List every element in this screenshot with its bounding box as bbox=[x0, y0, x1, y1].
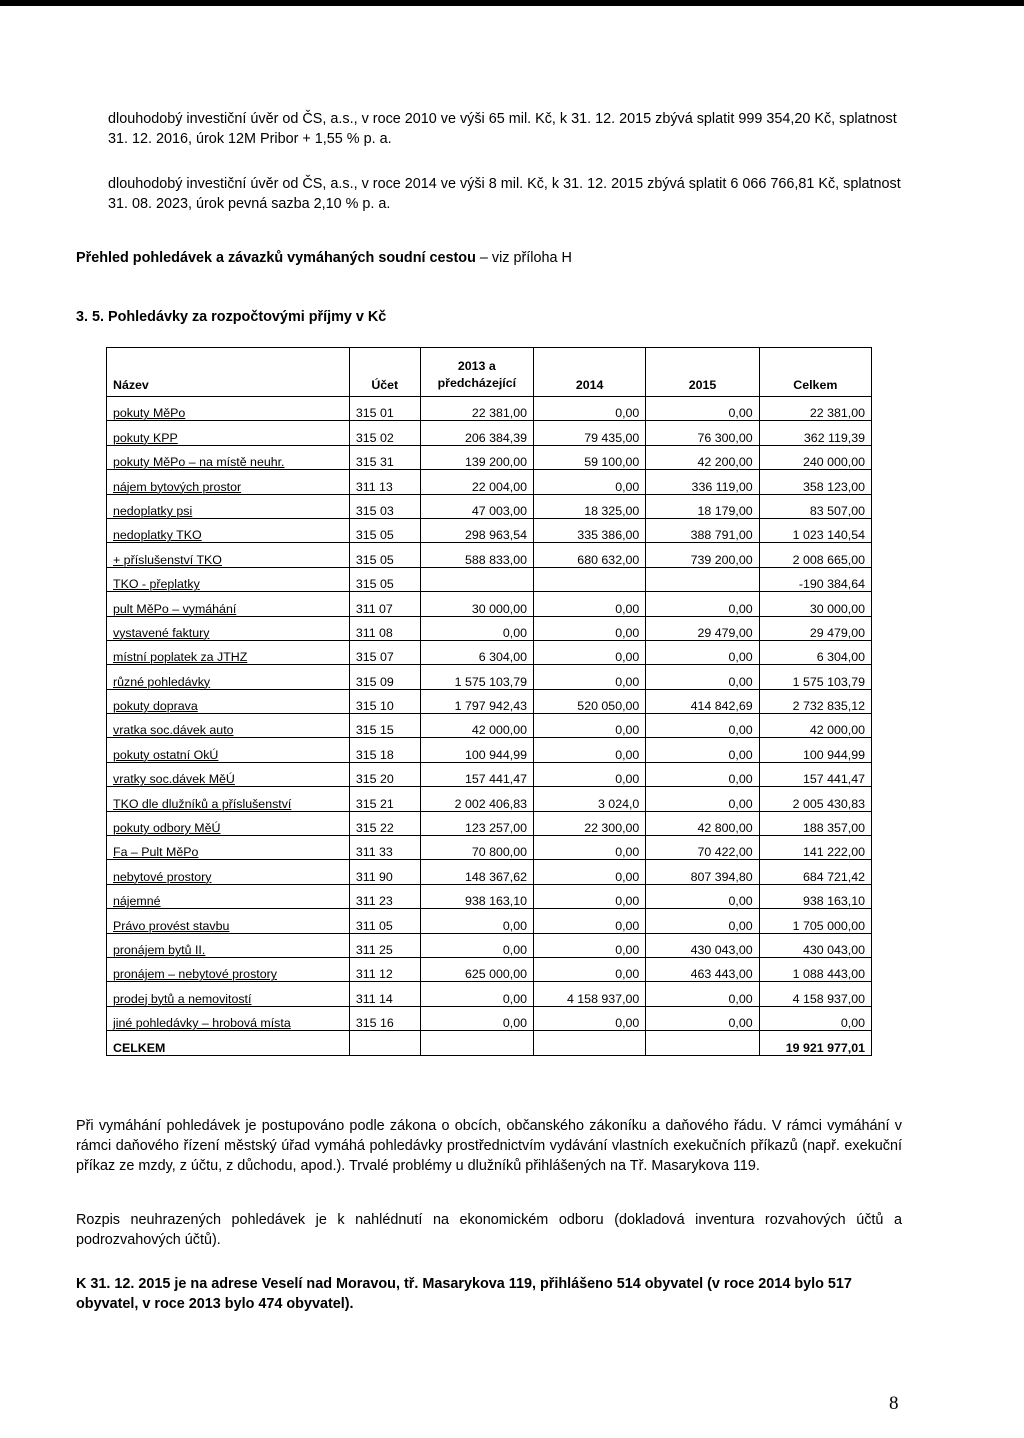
table-row bbox=[107, 714, 872, 738]
cell-total: 141 222,00 bbox=[759, 836, 871, 860]
cell-account: 315 21 bbox=[349, 787, 420, 811]
cell-2013: 938 163,10 bbox=[420, 884, 533, 908]
cell-name: pokuty doprava bbox=[107, 689, 350, 713]
cell-name: pronájem – nebytové prostory bbox=[107, 957, 350, 981]
cell-total: 358 123,00 bbox=[759, 470, 871, 494]
cell-account: 311 05 bbox=[349, 909, 420, 933]
cell-2015: 807 394,80 bbox=[646, 860, 759, 884]
table-row bbox=[107, 397, 872, 421]
cell-name: pokuty KPP bbox=[107, 421, 350, 445]
cell-2015: 0,00 bbox=[646, 787, 759, 811]
cell-2014: 0,00 bbox=[534, 640, 646, 664]
cell-2015: 0,00 bbox=[646, 1006, 759, 1030]
cell-total: 2 008 665,00 bbox=[759, 543, 871, 567]
cell-total: 83 507,00 bbox=[759, 494, 871, 518]
col-header-total: Celkem bbox=[759, 348, 871, 397]
table-row bbox=[107, 860, 872, 884]
total-empty-cell bbox=[349, 1031, 420, 1055]
table-row bbox=[107, 518, 872, 542]
table-row bbox=[107, 787, 872, 811]
cell-account: 315 22 bbox=[349, 811, 420, 835]
cell-2015: 0,00 bbox=[646, 762, 759, 786]
table-row bbox=[107, 665, 872, 689]
cell-2013: 100 944,99 bbox=[420, 738, 533, 762]
cell-2013: 22 381,00 bbox=[420, 397, 533, 421]
cell-2014 bbox=[534, 567, 646, 591]
cell-name: vratky soc.dávek MěÚ bbox=[107, 762, 350, 786]
cell-2013: 206 384,39 bbox=[420, 421, 533, 445]
cell-2014: 22 300,00 bbox=[534, 811, 646, 835]
cell-2015: 414 842,69 bbox=[646, 689, 759, 713]
cell-account: 315 02 bbox=[349, 421, 420, 445]
cell-2014: 0,00 bbox=[534, 665, 646, 689]
cell-total: 188 357,00 bbox=[759, 811, 871, 835]
cell-total: 430 043,00 bbox=[759, 933, 871, 957]
cell-account: 315 05 bbox=[349, 543, 420, 567]
cell-total: 2 732 835,12 bbox=[759, 689, 871, 713]
col-header-name: Název bbox=[107, 348, 350, 397]
cell-name: vratka soc.dávek auto bbox=[107, 714, 350, 738]
col-header-2015: 2015 bbox=[646, 348, 759, 397]
cell-2013: 22 004,00 bbox=[420, 470, 533, 494]
cell-2013: 123 257,00 bbox=[420, 811, 533, 835]
cell-2014: 4 158 937,00 bbox=[534, 982, 646, 1006]
cell-2014: 0,00 bbox=[534, 909, 646, 933]
cell-account: 315 31 bbox=[349, 445, 420, 469]
table-row bbox=[107, 640, 872, 664]
cell-account: 315 01 bbox=[349, 397, 420, 421]
table-row bbox=[107, 762, 872, 786]
col-header-account: Účet bbox=[349, 348, 420, 397]
cell-account: 311 12 bbox=[349, 957, 420, 981]
cell-total: -190 384,64 bbox=[759, 567, 871, 591]
overview-bold: Přehled pohledávek a závazků vymáhaných soudní cestou bbox=[76, 250, 476, 266]
cell-2015: 0,00 bbox=[646, 982, 759, 1006]
cell-2013: 1 575 103,79 bbox=[420, 665, 533, 689]
receivables-table bbox=[106, 347, 872, 1056]
cell-2013: 0,00 bbox=[420, 909, 533, 933]
table-row bbox=[107, 470, 872, 494]
cell-2014: 0,00 bbox=[534, 762, 646, 786]
cell-2015: 388 791,00 bbox=[646, 518, 759, 542]
table-row bbox=[107, 445, 872, 469]
cell-2014: 0,00 bbox=[534, 957, 646, 981]
cell-name: místní poplatek za JTHZ bbox=[107, 640, 350, 664]
cell-2014: 79 435,00 bbox=[534, 421, 646, 445]
table-row bbox=[107, 494, 872, 518]
cell-2013: 1 797 942,43 bbox=[420, 689, 533, 713]
loan-1-text: dlouhodobý investiční úvěr od ČS, a.s., v roce 2010 ve výši 65 mil. Kč, k 31. 12. 2015 zbývá splatit 999 354,20 Kč, splatnost 31. 12. 2016, úrok 12M Pribor + 1,55 % p. a. bbox=[108, 111, 897, 147]
cell-name: různé pohledávky bbox=[107, 665, 350, 689]
cell-total: 362 119,39 bbox=[759, 421, 871, 445]
cell-account: 315 09 bbox=[349, 665, 420, 689]
cell-2014: 59 100,00 bbox=[534, 445, 646, 469]
cell-2014: 0,00 bbox=[534, 397, 646, 421]
cell-account: 311 33 bbox=[349, 836, 420, 860]
table-row bbox=[107, 689, 872, 713]
cell-total: 1 023 140,54 bbox=[759, 518, 871, 542]
cell-total: 240 000,00 bbox=[759, 445, 871, 469]
cell-name: nedoplatky TKO bbox=[107, 518, 350, 542]
cell-total: 29 479,00 bbox=[759, 616, 871, 640]
cell-2015: 0,00 bbox=[646, 665, 759, 689]
cell-2013: 47 003,00 bbox=[420, 494, 533, 518]
cell-total: 1 705 000,00 bbox=[759, 909, 871, 933]
cell-total: 6 304,00 bbox=[759, 640, 871, 664]
cell-total: 1 088 443,00 bbox=[759, 957, 871, 981]
cell-2015: 42 800,00 bbox=[646, 811, 759, 835]
table-body bbox=[107, 397, 872, 1031]
cell-account: 311 23 bbox=[349, 884, 420, 908]
cell-account: 315 10 bbox=[349, 689, 420, 713]
cell-name: pokuty ostatní OkÚ bbox=[107, 738, 350, 762]
table-header-row bbox=[107, 348, 872, 397]
document-page bbox=[0, 6, 1024, 1438]
cell-2014: 335 386,00 bbox=[534, 518, 646, 542]
cell-2015: 70 422,00 bbox=[646, 836, 759, 860]
page-number: 8 bbox=[889, 1393, 899, 1414]
cell-2013: 30 000,00 bbox=[420, 592, 533, 616]
cell-name: Právo provést stavbu bbox=[107, 909, 350, 933]
cell-2015: 42 200,00 bbox=[646, 445, 759, 469]
cell-account: 311 25 bbox=[349, 933, 420, 957]
cell-2013: 0,00 bbox=[420, 933, 533, 957]
cell-name: prodej bytů a nemovitostí bbox=[107, 982, 350, 1006]
cell-2014: 0,00 bbox=[534, 616, 646, 640]
cell-2014: 0,00 bbox=[534, 470, 646, 494]
cell-name: nebytové prostory bbox=[107, 860, 350, 884]
table-row bbox=[107, 884, 872, 908]
cell-2015: 0,00 bbox=[646, 640, 759, 664]
cell-2015 bbox=[646, 567, 759, 591]
cell-name: pokuty odbory MěÚ bbox=[107, 811, 350, 835]
table-row bbox=[107, 811, 872, 835]
paragraph-residents: K 31. 12. 2015 je na adrese Veselí nad Moravou, tř. Masarykova 119, přihlášeno 514 obyvatel (v roce 2014 bylo 517 obyvatel, v roce 2013 bylo 474 obyvatel). bbox=[76, 1276, 852, 1312]
cell-name: nedoplatky psi bbox=[107, 494, 350, 518]
cell-account: 311 07 bbox=[349, 592, 420, 616]
cell-2013: 70 800,00 bbox=[420, 836, 533, 860]
table-row bbox=[107, 592, 872, 616]
cell-2015: 336 119,00 bbox=[646, 470, 759, 494]
col-header-2013: 2013 a předcházející bbox=[420, 348, 533, 397]
cell-2014: 0,00 bbox=[534, 738, 646, 762]
cell-total: 42 000,00 bbox=[759, 714, 871, 738]
cell-total: 2 005 430,83 bbox=[759, 787, 871, 811]
cell-total: 22 381,00 bbox=[759, 397, 871, 421]
cell-name: pult MěPo – vymáhání bbox=[107, 592, 350, 616]
cell-account: 311 08 bbox=[349, 616, 420, 640]
cell-account: 315 05 bbox=[349, 567, 420, 591]
cell-name: nájemné bbox=[107, 884, 350, 908]
cell-2013: 588 833,00 bbox=[420, 543, 533, 567]
cell-2013: 148 367,62 bbox=[420, 860, 533, 884]
cell-name: pokuty MěPo – na místě neuhr. bbox=[107, 445, 350, 469]
cell-2015: 18 179,00 bbox=[646, 494, 759, 518]
col-header-2014: 2014 bbox=[534, 348, 646, 397]
cell-account: 315 16 bbox=[349, 1006, 420, 1030]
loan-2-text: dlouhodobý investiční úvěr od ČS, a.s., v roce 2014 ve výši 8 mil. Kč, k 31. 12. 2015 zbývá splatit 6 066 766,81 Kč, splatnost 31. 08. 2023, úrok pevná sazba 2,10 % p. a. bbox=[108, 176, 901, 212]
cell-total: 4 158 937,00 bbox=[759, 982, 871, 1006]
cell-2015: 0,00 bbox=[646, 592, 759, 616]
cell-2014: 0,00 bbox=[534, 1006, 646, 1030]
table-row bbox=[107, 1006, 872, 1030]
cell-2013: 0,00 bbox=[420, 616, 533, 640]
section-title: 3. 5. Pohledávky za rozpočtovými příjmy v Kč bbox=[76, 309, 387, 325]
total-label: CELKEM bbox=[107, 1031, 350, 1055]
cell-2014: 0,00 bbox=[534, 860, 646, 884]
cell-2015: 0,00 bbox=[646, 884, 759, 908]
table-row bbox=[107, 543, 872, 567]
cell-name: vystavené faktury bbox=[107, 616, 350, 640]
cell-2013: 6 304,00 bbox=[420, 640, 533, 664]
cell-2014: 0,00 bbox=[534, 884, 646, 908]
cell-account: 315 20 bbox=[349, 762, 420, 786]
paragraph-breakdown: Rozpis neuhrazených pohledávek je k nahlédnutí na ekonomickém odboru (dokladová inventura rozvahových účtů a podrozvahových účtů). bbox=[76, 1212, 902, 1248]
cell-2013: 0,00 bbox=[420, 1006, 533, 1030]
cell-2015: 430 043,00 bbox=[646, 933, 759, 957]
cell-name: pronájem bytů II. bbox=[107, 933, 350, 957]
cell-account: 311 13 bbox=[349, 470, 420, 494]
cell-2014: 680 632,00 bbox=[534, 543, 646, 567]
table-row bbox=[107, 567, 872, 591]
table-row bbox=[107, 982, 872, 1006]
cell-name: + příslušenství TKO bbox=[107, 543, 350, 567]
paragraph-enforcement: Při vymáhání pohledávek je postupováno podle zákona o obcích, občanského zákoníku a daňového řádu. V rámci vymáhání v rámci daňového řízení městský úřad vymáhá pohledávky prostřednictvím vydávání vlastních exekučních příkazů (např. exekuční příkaz ze mzdy, z účtu, z důchodu, apod.). Trvalé problémy u dlužníků přihlášených na Tř. Masarykova 119. bbox=[76, 1118, 902, 1174]
table-row bbox=[107, 738, 872, 762]
table-total-row bbox=[107, 1031, 872, 1055]
cell-2013: 157 441,47 bbox=[420, 762, 533, 786]
total-empty-cell bbox=[646, 1031, 759, 1055]
cell-name: Fa – Pult MěPo bbox=[107, 836, 350, 860]
table-row bbox=[107, 616, 872, 640]
cell-account: 311 90 bbox=[349, 860, 420, 884]
cell-account: 315 03 bbox=[349, 494, 420, 518]
cell-name: TKO dle dlužníků a příslušenství bbox=[107, 787, 350, 811]
cell-2013: 298 963,54 bbox=[420, 518, 533, 542]
cell-2013 bbox=[420, 567, 533, 591]
cell-2014: 0,00 bbox=[534, 933, 646, 957]
cell-2015: 739 200,00 bbox=[646, 543, 759, 567]
cell-2013: 2 002 406,83 bbox=[420, 787, 533, 811]
cell-name: jiné pohledávky – hrobová místa bbox=[107, 1006, 350, 1030]
cell-account: 315 05 bbox=[349, 518, 420, 542]
overview-heading bbox=[76, 250, 572, 266]
table-row bbox=[107, 909, 872, 933]
cell-2015: 29 479,00 bbox=[646, 616, 759, 640]
table-row bbox=[107, 957, 872, 981]
table-row bbox=[107, 836, 872, 860]
cell-2013: 42 000,00 bbox=[420, 714, 533, 738]
cell-2014: 0,00 bbox=[534, 836, 646, 860]
cell-total: 1 575 103,79 bbox=[759, 665, 871, 689]
cell-2013: 625 000,00 bbox=[420, 957, 533, 981]
cell-2015: 0,00 bbox=[646, 714, 759, 738]
total-empty-cell bbox=[420, 1031, 533, 1055]
cell-2015: 0,00 bbox=[646, 909, 759, 933]
cell-total: 30 000,00 bbox=[759, 592, 871, 616]
cell-2015: 76 300,00 bbox=[646, 421, 759, 445]
cell-account: 311 14 bbox=[349, 982, 420, 1006]
cell-2014: 18 325,00 bbox=[534, 494, 646, 518]
cell-2015: 463 443,00 bbox=[646, 957, 759, 981]
cell-name: nájem bytových prostor bbox=[107, 470, 350, 494]
cell-total: 0,00 bbox=[759, 1006, 871, 1030]
cell-2015: 0,00 bbox=[646, 397, 759, 421]
cell-2013: 0,00 bbox=[420, 982, 533, 1006]
cell-2015: 0,00 bbox=[646, 738, 759, 762]
cell-2014: 0,00 bbox=[534, 592, 646, 616]
table-row bbox=[107, 933, 872, 957]
total-empty-cell bbox=[534, 1031, 646, 1055]
cell-total: 100 944,99 bbox=[759, 738, 871, 762]
cell-2013: 139 200,00 bbox=[420, 445, 533, 469]
cell-account: 315 15 bbox=[349, 714, 420, 738]
cell-total: 684 721,42 bbox=[759, 860, 871, 884]
cell-total: 938 163,10 bbox=[759, 884, 871, 908]
total-value: 19 921 977,01 bbox=[759, 1031, 871, 1055]
cell-account: 315 18 bbox=[349, 738, 420, 762]
cell-2014: 520 050,00 bbox=[534, 689, 646, 713]
cell-name: TKO - přeplatky bbox=[107, 567, 350, 591]
cell-2014: 3 024,0 bbox=[534, 787, 646, 811]
cell-name: pokuty MěPo bbox=[107, 397, 350, 421]
cell-total: 157 441,47 bbox=[759, 762, 871, 786]
cell-account: 315 07 bbox=[349, 640, 420, 664]
table-row bbox=[107, 421, 872, 445]
cell-2014: 0,00 bbox=[534, 714, 646, 738]
overview-ref: – viz příloha H bbox=[475, 250, 572, 266]
